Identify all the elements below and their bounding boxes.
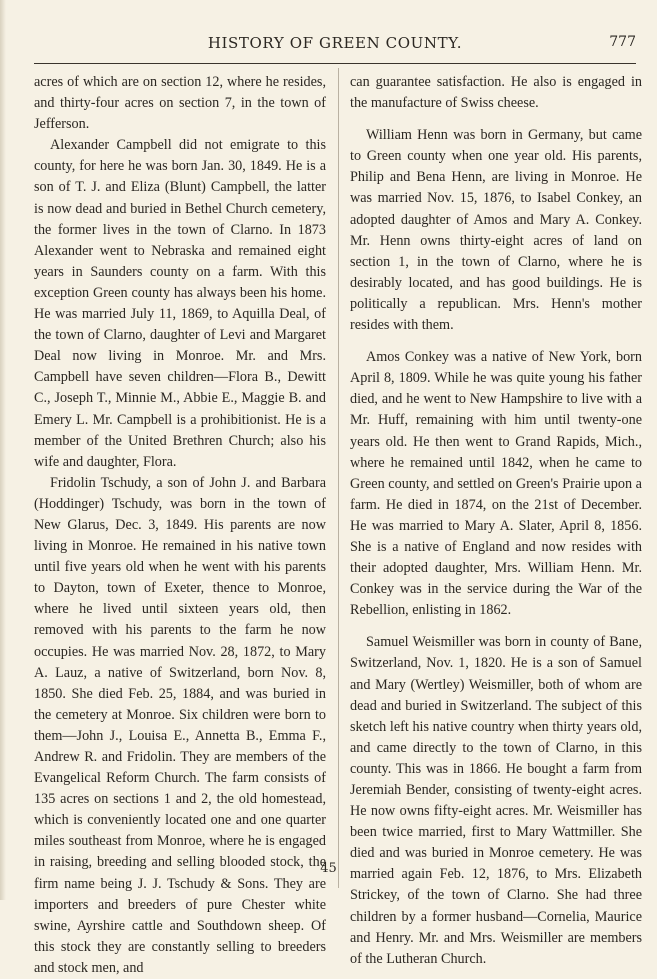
page-title: HISTORY OF GREEN COUNTY. (207, 34, 463, 52)
page-edge-shadow (0, 0, 6, 900)
paragraph-samuel-weismiller: Samuel Weismiller was born in county of Bane, Switzerland, Nov. 1, 1820. He is a son of Samuel and Mary (Wertley) Weismiller, both of whom are dead and buried in Switzerland. The subject of this sketch left his native country when thirty years old, and came directly to the town of Clarno, in this county. This was in 1866. He bought a farm from Jeremiah Bender, consisting of twenty-eight acres. He now owns fifty-eight acres. Mr. Weismiller has been twice married, first to Mary Wattmiller. She died and was buried in Monroe cemetery. He was married again Feb. 12, 1876, to Mrs. Elizabeth Strickey, of the town of Clarno. She had three children by a former husband—Cornelia, Maurice and Henry. Mr. and Mrs. Weismiller are members of the Lutheran Church. (350, 634, 642, 967)
paragraph-alexander-campbell: Alexander Campbell did not emigrate to this county, for here he was born Jan. 30, 1849. He is a son of T. J. and Eliza (Blunt) Campbell, the latter is now dead and buried in Bethel Church cemetery, the former lives in the town of Clarno. In 1873 Alexander went to Nebraska and remained eight years in Saunders county on a farm. With this exception Green county has always been his home. He was married July 11, 1869, to Aquilla Deal, of the town of Clarno, daughter of Levi and Margaret Deal now living in Monroe. Mr. and Mrs. Campbell have seven children—Flora B., Dewitt C., Joseph T., Minnie M., Abbie E., Maggie B. and Emery L. Mr. Campbell is a prohibitionist. He is a member of the United Brethren Church; also his wife and daughter, Flora. (34, 137, 326, 470)
signature-mark: 45 (320, 861, 337, 876)
paragraph-continuation-right: can guarantee satisfaction. He also is engaged in the manufacture of Swiss cheese. (350, 74, 642, 112)
paragraph-amos-conkey: Amos Conkey was a native of New York, born April 8, 1809. While he was quite young his father died, and he went to New Hampshire to live with a Mr. Huff, remaining with him until twenty-one years old. He then went to Grand Rapids, Mich., where he remained until 1842, when he came to Green county, and settled on Green's Prairie upon a farm. He died in 1874, on the 21st of December. He was married to Mary A. Slater, April 8, 1856. She is a native of England and now resides with their adopted daughter, Mrs. William Henn. Mr. Conkey was in the service during the War of the Rebellion, enlisting in 1862. (350, 349, 642, 619)
header-rule (34, 63, 636, 64)
left-column (34, 72, 326, 979)
page-number: 777 (609, 34, 636, 50)
paragraph-william-henn: William Henn was born in Germany, but came to Green county when one year old. His parents, Philip and Bena Henn, are living in Monroe. He was married Nov. 15, 1876, to Isabel Conkey, an adopted daughter of Amos and Mary A. Conkey. Mr. Henn owns thirty-eight acres of land on section 1, in the town of Clarno, where he is desirably located, and has good buildings. He is politically a republican. Mrs. Henn's mother resides with them. (350, 127, 642, 334)
paragraph-continuation: acres of which are on section 12, where he resides, and thirty-four acres on section 7, in the town of Jefferson. (34, 74, 326, 133)
running-header (34, 34, 636, 54)
column-divider (338, 68, 339, 888)
paragraph-fridolin-tschudy: Fridolin Tschudy, a son of John J. and Barbara (Hoddinger) Tschudy, was born in the town of New Glarus, Dec. 3, 1849. His parents are now living in Monroe. He remained in his native town until five years old when he went with his parents to Dayton, town of Exeter, thence to Monroe, where he lived until sixteen years old, then removed with his parents to the farm he now occupies. He was married Nov. 28, 1872, to Mary A. Lauz, a native of Switzerland, born Nov. 8, 1850. She died Feb. 25, 1884, and was buried in the cemetery at Monroe. Six children were born to them—John J., Louisa E., Annetta B., Emma F., Andrew R. and Fridolin. They are members of the Evangelical Reform Church. The farm consists of 135 acres on sections 1 and 2, the old homestead, which is conveniently located one and one quarter miles southeast from Monroe, where he is engaged in raising, breeding and selling blooded stock, the firm name being J. J. Tschudy & Sons. They are importers and breeders of pure Chester white swine, Ayrshire cattle and Southdown sheep. Of this stock they are constantly selling to breeders and stock men, and (34, 474, 326, 976)
right-column (350, 72, 642, 970)
